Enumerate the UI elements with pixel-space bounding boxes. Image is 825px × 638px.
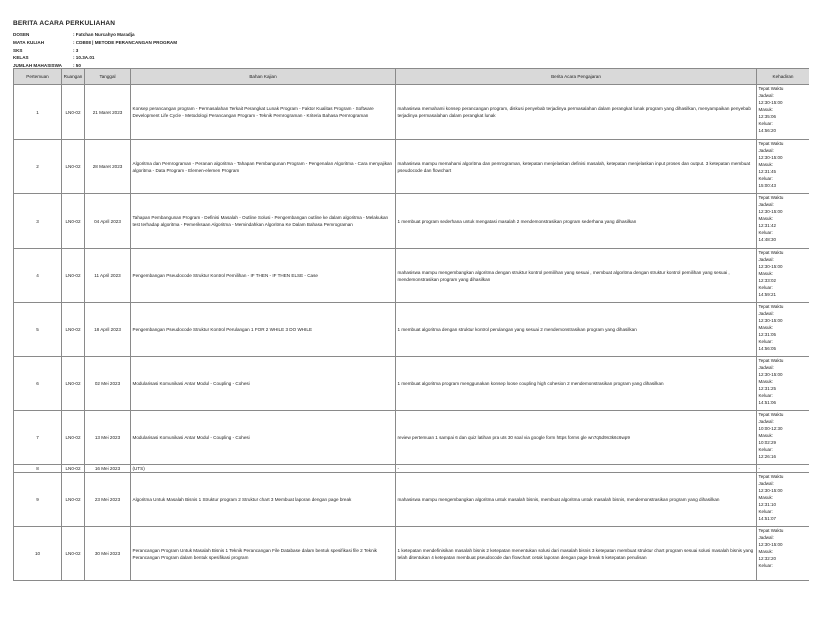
room-cell: LN0-02 [62, 473, 85, 527]
attendance-line: Masuk: [758, 216, 774, 221]
date-cell: 13 Mei 2023 [85, 411, 131, 465]
attendance-line: Keluar: [758, 176, 773, 181]
column-header: Kehadiran [757, 69, 810, 85]
table-row [14, 249, 810, 303]
table-row [14, 465, 810, 473]
report-cell: mahasiswa mampu mengembangkan algoritma dengan struktur kontrol pemilihan yang sesuai , membuat algoritma dengan struktur kontrol pemilihan yang sesuai , mendemonstrasikan program yang dihasilkan [396, 249, 757, 303]
meeting-number-cell: 7 [14, 411, 62, 465]
attendance-line: Jadwal: [758, 257, 774, 262]
attendance-line: 12:33:02 [758, 278, 777, 283]
attendance-line: 14:51:06 [758, 400, 777, 405]
attendance-cell [757, 411, 810, 465]
attendance-line: Tepat Waktu [758, 528, 784, 533]
date-cell: 21 Maret 2023 [85, 85, 131, 140]
attendance-line: Masuk: [758, 495, 774, 500]
meeting-number-cell: 4 [14, 249, 62, 303]
attendance-line: 14:51:07 [758, 516, 777, 521]
report-cell: 1 membuat algoritma dengan struktur kontrol perulangan yang sesuai 2 mendemonstrasikan program yang dihasilkan [396, 303, 757, 357]
attendance-line: Keluar: [758, 339, 773, 344]
topic-cell: Algoritma Untuk Masalah Bisnis 1 Struktur program 2 Struktur chart 3 Membuat laporan dengan page break [131, 473, 396, 527]
report-cell: mahasiswa mampu mengembangkan algoritma untuk masalah bisnis, membuat algoritma untuk masalah bisnis, mendemonstrasikan program yang dihasilkan [396, 473, 757, 527]
room-cell: LN0-02 [62, 194, 85, 249]
attendance-line: 12:31:42 [758, 223, 777, 228]
attendance-line: Keluar: [758, 447, 773, 452]
attendance-line: Keluar: [758, 121, 773, 126]
table-row [14, 303, 810, 357]
topic-cell: Perancangan Program Untuk Masalah Bisnis 1 Teknik Perancangan File Database dalam bentuk spesifikasi file 2 Teknik Perancangan Program dalam bentuk spesifikasi program [131, 527, 396, 581]
column-header: Bahan Kajian [131, 69, 396, 85]
attendance-cell [757, 303, 810, 357]
attendance-line: 14:48:30 [758, 237, 777, 242]
attendance-line: Masuk: [758, 107, 774, 112]
meeting-number-cell: 6 [14, 357, 62, 411]
attendance-line: 12:30-15:00 [758, 155, 783, 160]
attendance-line: 12:30-15:00 [758, 209, 783, 214]
attendance-line: 12:30-15:00 [758, 100, 783, 105]
meeting-number-cell: 10 [14, 527, 62, 581]
date-cell: 18 April 2023 [85, 303, 131, 357]
attendance-line: 12:32:20 [758, 556, 777, 561]
attendance-line: 12:30-15:00 [758, 542, 783, 547]
attendance-line: Jadwal: [758, 481, 774, 486]
attendance-line: 12:31:25 [758, 386, 777, 391]
course-info [13, 31, 177, 70]
report-cell: mahasiswa mampu memahami algoritma dan pemrograman, ketepatan menjelaskan definisi masalah, ketepatan menjelaskan input proses dan output. 3 ketepatan membuat pseudocode dan flowchart [396, 140, 757, 194]
course-info-label: JUMLAH MAHASISWA [13, 63, 62, 69]
document-page [13, 0, 809, 638]
course-info-label: DOSEN [13, 32, 30, 37]
attendance-line: Jadwal: [758, 419, 774, 424]
attendance-line: Jadwal: [758, 202, 774, 207]
attendance-line: Jadwal: [758, 535, 774, 540]
topic-cell: Modularisasi Komunikasi Antar Modul - Coupling - Cohesi [131, 411, 396, 465]
room-cell: LN0-02 [62, 527, 85, 581]
room-cell: LN0-02 [62, 465, 85, 473]
attendance-line: 12:30-15:00 [758, 488, 783, 493]
attendance-line: 12:30-15:00 [758, 264, 783, 269]
attendance-line: Masuk: [758, 549, 774, 554]
attendance-cell [757, 473, 810, 527]
attendance-line: Masuk: [758, 325, 774, 330]
column-header: Berita Acara Pengajaran [396, 69, 757, 85]
topic-cell: Algoritma dan Pemrograman - Peranan algoritma - Tahapan Pembangunan Program - Pengenalan Algoritma - Cara menyajikan algoritma - Data Program - Elemen-elemen Program [131, 140, 396, 194]
room-cell: LN0-02 [62, 249, 85, 303]
course-info-value: : CDB08 | METODE PERANCANGAN PROGRAM [73, 39, 178, 45]
report-cell: review pertemuan 1 sampai 6 dan quiz latihan pra uts 30 soal via google form https forms gle wn7q5d9n3k6c6wp9 [396, 411, 757, 465]
date-cell: 11 April 2023 [85, 249, 131, 303]
course-info-row [13, 47, 177, 55]
report-cell: 1 membuat algoritma program menggunakan konsep loose coupling high cohesion 2 mendemonstrasikan program yang dihasilkan [396, 357, 757, 411]
attendance-line: 10:02:29 [758, 440, 777, 445]
attendance-cell [757, 527, 810, 581]
attendance-cell [757, 249, 810, 303]
course-info-value: : 3 [73, 47, 79, 53]
attendance-cell [757, 357, 810, 411]
attendance-line: Tepat Waktu [758, 195, 784, 200]
attendance-line: Keluar: [758, 285, 773, 290]
attendance-line: Tepat Waktu [758, 412, 784, 417]
report-cell: 1 ketepatan mendefinisikan masalah bisnis 2 ketepatan menentukan solusi dari masalah bisnis 3 ketepatan membuat struktur chart program sesuai solusi masalah bisnis yang telah ditentukan 4 ketepatan membuat pseudocode dan flowchart cetak laporan dengan page break 5 ketepatan penulisan [396, 527, 757, 581]
topic-cell: Konsep perancangan program - Permasalahan Terkait Perangkat Lunak Program - Faktor Kualitas Program - Software Development Life Cycle - Metodologi Perancangan Program - Teknik Pemrograman - Kriteria Bahasa Pemrograman [131, 85, 396, 140]
course-info-label: MATA KULIAH [13, 39, 45, 45]
attendance-line: Jadwal: [758, 365, 774, 370]
meeting-number-cell: 8 [14, 465, 62, 473]
attendance-line: Tepat Waktu [758, 474, 784, 479]
document-title: BERITA ACARA PERKULIAHAN [13, 20, 116, 27]
attendance-line: Keluar: [758, 393, 773, 398]
date-cell: 16 Mei 2023 [85, 465, 131, 473]
meeting-number-cell: 9 [14, 473, 62, 527]
table-row [14, 194, 810, 249]
topic-cell: Pengembangan Pseudocode Struktur Kontrol Perulangan 1 FOR 2 WHILE 3 DO WHILE [131, 303, 396, 357]
attendance-line: 12:26:16 [758, 454, 777, 459]
lecture-report-table [13, 68, 809, 581]
meeting-number-cell: 5 [14, 303, 62, 357]
attendance-line: Tepat Waktu [758, 304, 784, 309]
attendance-line: Keluar: [758, 563, 773, 568]
attendance-cell [757, 465, 810, 473]
table-header-row [14, 69, 810, 85]
course-info-label: SKS [13, 47, 23, 53]
attendance-line: 12:35:06 [758, 114, 777, 119]
date-cell: 02 Mei 2023 [85, 357, 131, 411]
meeting-number-cell: 3 [14, 194, 62, 249]
attendance-line: Tepat Waktu [758, 250, 784, 255]
attendance-line: 10:00-12:30 [758, 426, 783, 431]
attendance-line: - [758, 466, 760, 471]
attendance-line: Tepat Waktu [758, 86, 784, 91]
attendance-line: 14:56:05 [758, 346, 777, 351]
attendance-line: 14:59:21 [758, 292, 777, 297]
attendance-line: 15:00:43 [758, 183, 777, 188]
attendance-line: Masuk: [758, 271, 774, 276]
room-cell: LN0-02 [62, 303, 85, 357]
attendance-line: 12:30-15:00 [758, 372, 783, 377]
topic-cell: Tahapan Pembangunan Program - Definisi Masalah - Outline Solusi - Pengembangan outline ke dalam algoritma - Melakukan test terhadap algoritma - Pemeriksaan Algoritma - Memindahkan Algoritma Ke Dalam Bahasa Pemrograman [131, 194, 396, 249]
topic-cell: (UTS) [131, 465, 396, 473]
date-cell: 28 Maret 2023 [85, 140, 131, 194]
attendance-line: Jadwal: [758, 93, 774, 98]
table-row [14, 473, 810, 527]
date-cell: 23 Mei 2023 [85, 473, 131, 527]
room-cell: LN0-02 [62, 140, 85, 194]
report-cell: - [396, 465, 757, 473]
course-info-row [13, 31, 177, 39]
room-cell: LN0-02 [62, 357, 85, 411]
table-row [14, 140, 810, 194]
attendance-line: Keluar: [758, 230, 773, 235]
room-cell: LN0-02 [62, 411, 85, 465]
report-cell: mahasiswa memahami konsep perancangan program, diskusi penyebab terjadinya permasalahan dalam perangkat lunak program yang dihasilkan, menyampaikan penyebab terjadinya permasalahan dalam perangkat lunak [396, 85, 757, 140]
meeting-number-cell: 1 [14, 85, 62, 140]
column-header: Pertemuan [14, 69, 62, 85]
report-cell: 1 membuat program sederhana untuk mengatasi masalah 2 mendemonstrasikan program sederhana yang dihasilkan [396, 194, 757, 249]
attendance-cell [757, 140, 810, 194]
attendance-line: 12:31:45 [758, 169, 777, 174]
table-row [14, 411, 810, 465]
attendance-line: Tepat Waktu [758, 358, 784, 363]
attendance-line: Keluar: [758, 509, 773, 514]
attendance-line: Jadwal: [758, 148, 774, 153]
attendance-line: Tepat Waktu [758, 141, 784, 146]
attendance-cell [757, 85, 810, 140]
meeting-number-cell: 2 [14, 140, 62, 194]
table-row [14, 85, 810, 140]
course-info-row [13, 39, 177, 47]
attendance-line: Masuk: [758, 162, 774, 167]
table-row [14, 357, 810, 411]
course-info-value: : 10.3A.01 [73, 55, 95, 61]
table-row [14, 527, 810, 581]
attendance-line: Jadwal: [758, 311, 774, 316]
topic-cell: Pengembangan Pseudocode Struktur Kontrol Pemilihan - IF THEN - IF THEN ELSE - Case [131, 249, 396, 303]
attendance-line: Masuk: [758, 433, 774, 438]
course-info-row [13, 54, 177, 62]
column-header: Ruangan [62, 69, 85, 85]
topic-cell: Modularisasi Komunikasi Antar Modul - Coupling - Cohesi [131, 357, 396, 411]
date-cell: 04 April 2023 [85, 194, 131, 249]
column-header: Tanggal [85, 69, 131, 85]
attendance-cell [757, 194, 810, 249]
attendance-line: Masuk: [758, 379, 774, 384]
course-info-label: KELAS [13, 55, 29, 61]
date-cell: 30 Mei 2023 [85, 527, 131, 581]
attendance-line: 12:31:10 [758, 502, 777, 507]
course-info-value: : Fatchan Nurcahyo Maradja [73, 32, 135, 37]
attendance-line: 14:56:20 [758, 128, 777, 133]
attendance-line: 12:30-15:00 [758, 318, 783, 323]
room-cell: LN0-02 [62, 85, 85, 140]
course-info-value: : 50 [73, 63, 81, 69]
attendance-line: 12:31:05 [758, 332, 777, 337]
